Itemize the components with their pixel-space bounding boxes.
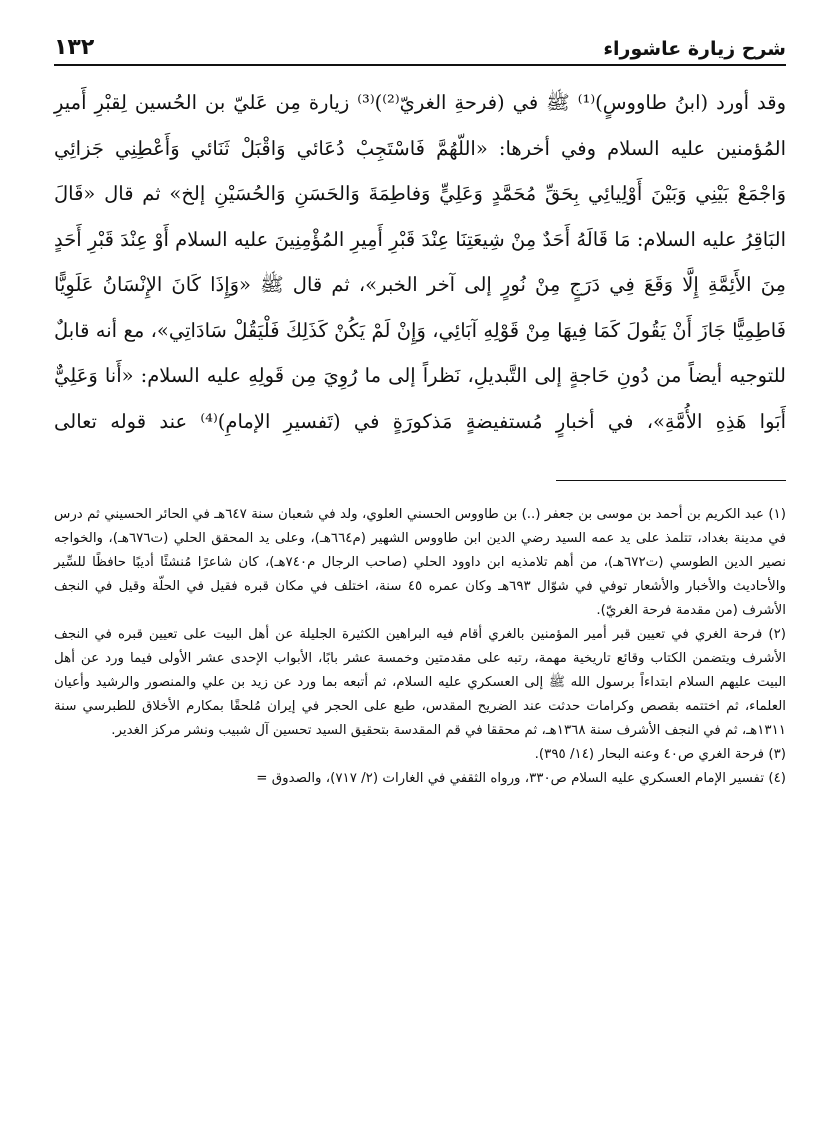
page-header [54, 28, 786, 66]
footnote-text: تفسير الإمام العسكري عليه السلام ص٣٣٠، ورواه الثقفي في الغارات (٢/ ٧١٧)، والصدوق = [256, 771, 765, 786]
page-number: ١٣٢ [54, 35, 95, 60]
running-title: شرح زيارة عاشوراء [603, 38, 786, 60]
footnote-text: فرحة الغري في تعيين قبر أمير المؤمنين بالغري أقام فيه البراهين الكثيرة الجليلة عن أهل البيت على تعيين قبره في النجف الأشرف ويتضمن الكتاب وقائع تاريخية مهمة، رتبه على مقدمتين وخمسة عشر بابًا، الأبواب الإحدى عشر الأولى فيما ورد عن أهل البيت عليهم السلام ابتداءاً برسول الله ﷺ إلى العسكري عليه السلام، ثم أتبعه بما ورد عن زيد بن علي والمنصور والرشيد وأعيان العلماء، ثم اختتمه بقصص وكرامات حدثت عند الضريح المقدس، طبع على الحجر في إيران مُلحقًا بمكارم الأخلاق للطبرسي سنة ١٣١١هـ، ثم في النجف الأشرف سنة ١٣٦٨هـ، ثم محققا في قم المقدسة بتحقيق السيد تحسين آل شبيب ونشر مركز الغدير. [54, 627, 786, 738]
footnote-text: فرحة الغري ص٤٠ وعنه البحار (١٤/ ٣٩٥). [534, 747, 765, 762]
main-text [54, 80, 786, 444]
footnote-3 [54, 743, 786, 767]
main-paragraph: وقد أورد (ابنُ طاووسٍ)⁽¹⁾ ﷺ في (فرحةِ الغريّ⁽²⁾)⁽³⁾ زيارة مِن عَليّ بن الحُسين لِقبْرِ أَميرِ المُؤمنين عليه السلام وفي أخرها: «اللّهُمَّ فَاسْتَجِبْ دُعَائي وَاقْبَلْ ثَنَائي وَأَعْطِنِي جَزائِي وَاجْمَعْ بَيْنِي وَبَيْنَ أَوْلِيائِي بِحَقِّ مُحَمَّدٍ وَعَلِيٍّ وَفاطِمَةَ وَالحَسَنِ وَالحُسَيْنِ إلخ» ثم قال «قَالَ البَاقِرُ عليه السلام: مَا قَالَهُ أَحَدٌ مِنْ شِيعَتِنَا عِنْدَ قَبْرِ أَمِيرِ المُؤْمِنِينَ عليه السلام أَوْ عِنْدَ قَبْرِ أَحَدٍ مِنَ الأَئِمَّةِ إِلَّا وَقَعَ فِي دَرَجٍ مِنْ نُورٍ إلى آخر الخبر»، ثم قال ﷺ «وَإِذَا كَانَ الإِنْسَانُ عَلَوِيًّا فَاطِمِيًّا جَازَ أَنْ يَقُولَ كَمَا فِيهَا مِنْ قَوْلِهِ آبَائِي، وَإِنْ لَمْ يَكُنْ كَذَلِكَ فَلْيَقُلْ سَادَاتِي»، مع أنه قابلٌ للتوجيه أيضاً من دُونِ حَاجةٍ إلى التَّبديلِ، نَظراً إلى ما رُوِيَ مِن قَولِهِ عليه السلام: «أَنا وَعَلِيٌّ أَبَوا هَذِهِ الأُمَّةِ»، في أخبارٍ مُستفيضةٍ مَذكورَةٍ في (تَفسيرِ الإمامِ)⁽⁴⁾ عند قوله تعالى [54, 91, 787, 433]
footnote-number: (٢) [768, 627, 786, 642]
footnote-separator [556, 480, 786, 481]
footnote-number: (١) [768, 507, 786, 522]
footnote-number: (٣) [768, 747, 786, 762]
footnotes [54, 503, 786, 791]
footnote-4 [54, 767, 786, 791]
footnote-1 [54, 503, 786, 623]
footnote-2 [54, 623, 786, 743]
footnote-text: عبد الكريم بن أحمد بن موسى بن جعفر (..) بن طاووس الحسني العلوي، ولد في شعبان سنة ٦٤٧هـ في الحائر الحسيني ثم درس في مدينة بغداد، تتلمذ على يد عمه السيد رضي الدين ابن طاووس الشهير (م٦٦٤هـ)، وعلى يد المحقق الحلي (ت٦٧٦هـ)، والخواجه نصير الدين الطوسي (ت٦٧٢هـ)، من أهم تلامذيه ابن داوود الحلي (صاحب الرجال م٧٤٠هـ)، كان شاعرًا مُنشئًا أديبًا حافظًا للسِّير والأحاديث والأخبار والأشعار توفي في شوّال ٦٩٣هـ وكان عمره ٤٥ سنة، اختلف في مكان قبره فقيل في الحلّة وقيل في النجف الأشرف (من مقدمة فرحة الغريّ). [54, 507, 786, 618]
footnote-number: (٤) [768, 771, 786, 786]
document-page [54, 28, 786, 791]
